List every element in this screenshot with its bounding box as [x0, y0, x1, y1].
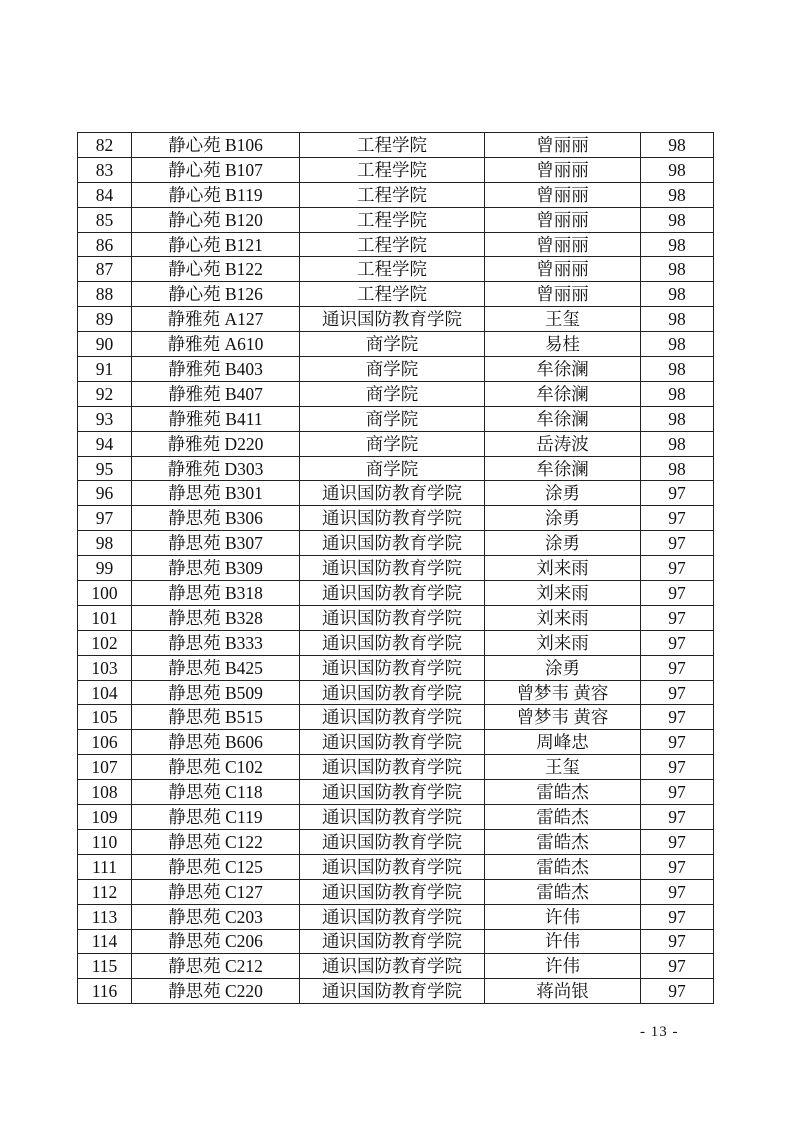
responsible-person-cell: 涂勇	[485, 531, 641, 556]
responsible-person-cell: 牟徐澜	[485, 381, 641, 406]
college-cell: 通识国防教育学院	[300, 531, 485, 556]
dorm-room-cell: 静思苑 C220	[132, 979, 300, 1004]
table-row	[78, 506, 714, 531]
college-cell: 通识国防教育学院	[300, 730, 485, 755]
table-row	[78, 780, 714, 805]
score-cell: 98	[641, 182, 714, 207]
score-cell: 98	[641, 133, 714, 158]
dorm-room-cell: 静心苑 B121	[132, 232, 300, 257]
row-number-cell: 96	[78, 481, 132, 506]
college-cell: 通识国防教育学院	[300, 879, 485, 904]
score-cell: 97	[641, 531, 714, 556]
college-cell: 工程学院	[300, 207, 485, 232]
dorm-room-cell: 静思苑 B328	[132, 605, 300, 630]
college-cell: 通识国防教育学院	[300, 705, 485, 730]
dorm-room-cell: 静思苑 C203	[132, 904, 300, 929]
dorm-room-cell: 静心苑 B120	[132, 207, 300, 232]
dorm-room-cell: 静心苑 B119	[132, 182, 300, 207]
score-cell: 97	[641, 954, 714, 979]
dorm-room-cell: 静心苑 B126	[132, 282, 300, 307]
responsible-person-cell: 雷皓杰	[485, 879, 641, 904]
row-number-cell: 86	[78, 232, 132, 257]
row-number-cell: 107	[78, 755, 132, 780]
table-row	[78, 282, 714, 307]
college-cell: 通识国防教育学院	[300, 979, 485, 1004]
dorm-room-cell: 静心苑 B106	[132, 133, 300, 158]
score-cell: 97	[641, 556, 714, 581]
score-cell: 97	[641, 581, 714, 606]
row-number-cell: 89	[78, 307, 132, 332]
score-cell: 98	[641, 332, 714, 357]
score-cell: 98	[641, 207, 714, 232]
row-number-cell: 102	[78, 630, 132, 655]
table-row	[78, 133, 714, 158]
dorm-room-cell: 静思苑 B301	[132, 481, 300, 506]
row-number-cell: 106	[78, 730, 132, 755]
responsible-person-cell: 王玺	[485, 307, 641, 332]
dorm-room-cell: 静雅苑 B407	[132, 381, 300, 406]
table-row	[78, 307, 714, 332]
dorm-room-cell: 静心苑 B122	[132, 257, 300, 282]
dorm-room-cell: 静思苑 B318	[132, 581, 300, 606]
score-cell: 97	[641, 630, 714, 655]
row-number-cell: 93	[78, 406, 132, 431]
row-number-cell: 110	[78, 829, 132, 854]
table-row	[78, 232, 714, 257]
table-row	[78, 605, 714, 630]
responsible-person-cell: 曾丽丽	[485, 182, 641, 207]
responsible-person-cell: 牟徐澜	[485, 456, 641, 481]
row-number-cell: 103	[78, 655, 132, 680]
score-cell: 98	[641, 357, 714, 382]
college-cell: 工程学院	[300, 182, 485, 207]
table-row	[78, 157, 714, 182]
responsible-person-cell: 涂勇	[485, 481, 641, 506]
responsible-person-cell: 雷皓杰	[485, 854, 641, 879]
table-row	[78, 556, 714, 581]
dorm-room-cell: 静雅苑 A127	[132, 307, 300, 332]
row-number-cell: 99	[78, 556, 132, 581]
responsible-person-cell: 岳涛波	[485, 431, 641, 456]
college-cell: 工程学院	[300, 257, 485, 282]
responsible-person-cell: 牟徐澜	[485, 406, 641, 431]
responsible-person-cell: 曾丽丽	[485, 257, 641, 282]
score-cell: 97	[641, 605, 714, 630]
table-row	[78, 481, 714, 506]
table-row	[78, 257, 714, 282]
responsible-person-cell: 许伟	[485, 929, 641, 954]
row-number-cell: 82	[78, 133, 132, 158]
responsible-person-cell: 牟徐澜	[485, 357, 641, 382]
dorm-room-cell: 静思苑 B515	[132, 705, 300, 730]
dorm-room-cell: 静雅苑 D303	[132, 456, 300, 481]
table-row	[78, 630, 714, 655]
responsible-person-cell: 曾丽丽	[485, 133, 641, 158]
row-number-cell: 97	[78, 506, 132, 531]
row-number-cell: 84	[78, 182, 132, 207]
responsible-person-cell: 刘来雨	[485, 556, 641, 581]
table-row	[78, 805, 714, 830]
college-cell: 通识国防教育学院	[300, 581, 485, 606]
college-cell: 通识国防教育学院	[300, 954, 485, 979]
row-number-cell: 109	[78, 805, 132, 830]
score-cell: 97	[641, 655, 714, 680]
college-cell: 商学院	[300, 406, 485, 431]
score-cell: 97	[641, 929, 714, 954]
responsible-person-cell: 刘来雨	[485, 605, 641, 630]
college-cell: 工程学院	[300, 157, 485, 182]
row-number-cell: 113	[78, 904, 132, 929]
score-cell: 98	[641, 381, 714, 406]
dorm-room-cell: 静思苑 B333	[132, 630, 300, 655]
responsible-person-cell: 涂勇	[485, 506, 641, 531]
college-cell: 商学院	[300, 357, 485, 382]
table-row	[78, 456, 714, 481]
dorm-room-cell: 静思苑 B606	[132, 730, 300, 755]
college-cell: 通识国防教育学院	[300, 605, 485, 630]
dorm-room-cell: 静雅苑 B411	[132, 406, 300, 431]
college-cell: 工程学院	[300, 282, 485, 307]
college-cell: 通识国防教育学院	[300, 630, 485, 655]
score-cell: 97	[641, 780, 714, 805]
row-number-cell: 95	[78, 456, 132, 481]
table-row	[78, 904, 714, 929]
college-cell: 商学院	[300, 456, 485, 481]
dorm-room-cell: 静雅苑 A610	[132, 332, 300, 357]
table-row	[78, 207, 714, 232]
table-row	[78, 879, 714, 904]
dorm-room-cell: 静心苑 B107	[132, 157, 300, 182]
college-cell: 通识国防教育学院	[300, 307, 485, 332]
table-row	[78, 954, 714, 979]
table-row	[78, 357, 714, 382]
row-number-cell: 88	[78, 282, 132, 307]
responsible-person-cell: 王玺	[485, 755, 641, 780]
dorm-room-cell: 静思苑 C212	[132, 954, 300, 979]
score-cell: 97	[641, 879, 714, 904]
responsible-person-cell: 刘来雨	[485, 581, 641, 606]
row-number-cell: 105	[78, 705, 132, 730]
table-row	[78, 730, 714, 755]
dorm-room-cell: 静思苑 B425	[132, 655, 300, 680]
score-cell: 98	[641, 232, 714, 257]
dorm-room-cell: 静思苑 C127	[132, 879, 300, 904]
college-cell: 通识国防教育学院	[300, 481, 485, 506]
responsible-person-cell: 许伟	[485, 904, 641, 929]
row-number-cell: 87	[78, 257, 132, 282]
score-cell: 97	[641, 755, 714, 780]
dorm-room-cell: 静思苑 C119	[132, 805, 300, 830]
dorm-room-cell: 静思苑 C206	[132, 929, 300, 954]
table-row	[78, 381, 714, 406]
college-cell: 通识国防教育学院	[300, 854, 485, 879]
college-cell: 通识国防教育学院	[300, 929, 485, 954]
score-cell: 97	[641, 854, 714, 879]
row-number-cell: 104	[78, 680, 132, 705]
row-number-cell: 85	[78, 207, 132, 232]
table-row	[78, 531, 714, 556]
dorm-room-cell: 静思苑 C125	[132, 854, 300, 879]
college-cell: 通识国防教育学院	[300, 805, 485, 830]
table-row	[78, 854, 714, 879]
score-cell: 98	[641, 431, 714, 456]
row-number-cell: 115	[78, 954, 132, 979]
row-number-cell: 98	[78, 531, 132, 556]
table-row	[78, 332, 714, 357]
table-body	[78, 133, 714, 1004]
score-cell: 98	[641, 282, 714, 307]
row-number-cell: 101	[78, 605, 132, 630]
table-row	[78, 581, 714, 606]
table-row	[78, 655, 714, 680]
responsible-person-cell: 易桂	[485, 332, 641, 357]
score-cell: 98	[641, 257, 714, 282]
score-cell: 97	[641, 680, 714, 705]
page-number: - 13 -	[640, 1024, 679, 1040]
row-number-cell: 114	[78, 929, 132, 954]
responsible-person-cell: 曾丽丽	[485, 282, 641, 307]
row-number-cell: 112	[78, 879, 132, 904]
college-cell: 通识国防教育学院	[300, 556, 485, 581]
responsible-person-cell: 蒋尚银	[485, 979, 641, 1004]
score-cell: 97	[641, 705, 714, 730]
score-cell: 98	[641, 406, 714, 431]
score-cell: 98	[641, 307, 714, 332]
table-row	[78, 431, 714, 456]
row-number-cell: 108	[78, 780, 132, 805]
dorm-room-cell: 静思苑 C102	[132, 755, 300, 780]
row-number-cell: 111	[78, 854, 132, 879]
score-cell: 98	[641, 456, 714, 481]
table-row	[78, 755, 714, 780]
table-row	[78, 680, 714, 705]
score-cell: 97	[641, 829, 714, 854]
row-number-cell: 83	[78, 157, 132, 182]
table-row	[78, 182, 714, 207]
college-cell: 工程学院	[300, 232, 485, 257]
score-cell: 97	[641, 904, 714, 929]
college-cell: 商学院	[300, 431, 485, 456]
table-row	[78, 979, 714, 1004]
dorm-room-cell: 静思苑 B306	[132, 506, 300, 531]
college-cell: 通识国防教育学院	[300, 680, 485, 705]
college-cell: 通识国防教育学院	[300, 655, 485, 680]
row-number-cell: 92	[78, 381, 132, 406]
dorm-room-cell: 静思苑 B307	[132, 531, 300, 556]
dorm-room-cell: 静雅苑 D220	[132, 431, 300, 456]
dorm-room-cell: 静思苑 B509	[132, 680, 300, 705]
dorm-room-cell: 静思苑 C118	[132, 780, 300, 805]
college-cell: 通识国防教育学院	[300, 829, 485, 854]
responsible-person-cell: 曾丽丽	[485, 157, 641, 182]
college-cell: 商学院	[300, 381, 485, 406]
college-cell: 工程学院	[300, 133, 485, 158]
responsible-person-cell: 曾丽丽	[485, 207, 641, 232]
college-cell: 通识国防教育学院	[300, 506, 485, 531]
responsible-person-cell: 雷皓杰	[485, 805, 641, 830]
responsible-person-cell: 曾梦韦 黄容	[485, 680, 641, 705]
dorm-room-cell: 静思苑 B309	[132, 556, 300, 581]
dorm-room-cell: 静思苑 C122	[132, 829, 300, 854]
table-row	[78, 705, 714, 730]
responsible-person-cell: 刘来雨	[485, 630, 641, 655]
responsible-person-cell: 曾梦韦 黄容	[485, 705, 641, 730]
table-row	[78, 829, 714, 854]
table-row	[78, 929, 714, 954]
score-cell: 97	[641, 979, 714, 1004]
responsible-person-cell: 雷皓杰	[485, 780, 641, 805]
college-cell: 商学院	[300, 332, 485, 357]
responsible-person-cell: 许伟	[485, 954, 641, 979]
responsible-person-cell: 曾丽丽	[485, 232, 641, 257]
score-cell: 97	[641, 805, 714, 830]
dormitory-score-table	[77, 132, 714, 1004]
table-row	[78, 406, 714, 431]
dorm-room-cell: 静雅苑 B403	[132, 357, 300, 382]
college-cell: 通识国防教育学院	[300, 780, 485, 805]
score-cell: 97	[641, 730, 714, 755]
score-cell: 98	[641, 157, 714, 182]
row-number-cell: 94	[78, 431, 132, 456]
responsible-person-cell: 雷皓杰	[485, 829, 641, 854]
score-cell: 97	[641, 506, 714, 531]
row-number-cell: 90	[78, 332, 132, 357]
college-cell: 通识国防教育学院	[300, 755, 485, 780]
college-cell: 通识国防教育学院	[300, 904, 485, 929]
responsible-person-cell: 涂勇	[485, 655, 641, 680]
row-number-cell: 100	[78, 581, 132, 606]
row-number-cell: 91	[78, 357, 132, 382]
score-cell: 97	[641, 481, 714, 506]
responsible-person-cell: 周峰忠	[485, 730, 641, 755]
row-number-cell: 116	[78, 979, 132, 1004]
